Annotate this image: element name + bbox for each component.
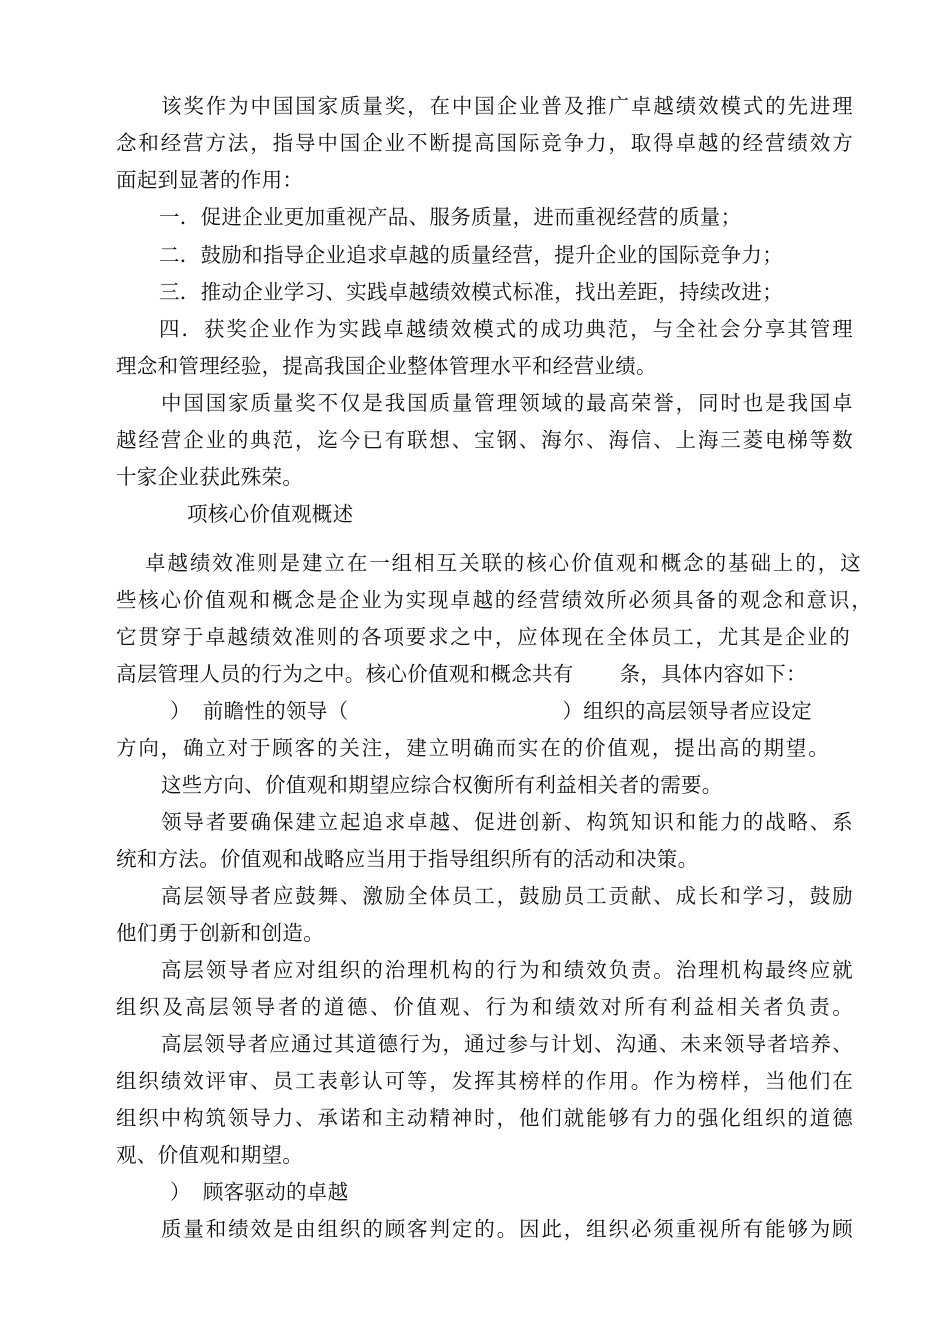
role-item-3: 三．推动企业学习、实践卓越绩效模式标准，找出差距，持续改进； xyxy=(159,280,783,304)
role-item-4-line-2: 理念和管理经验，提高我国企业整体管理水平和经营业绩。 xyxy=(116,354,657,378)
role-item-2: 二．鼓励和指导企业追求卓越的质量经营，提升企业的国际竞争力； xyxy=(159,243,783,267)
customer-paragraph: 质量和绩效是由组织的顾客判定的。因此，组织必须重视所有能够为顾 xyxy=(161,1217,853,1241)
item-1-line-2: 方向，确立对于顾客的关注，建立明确而实在的价值观，提出高的期望。 xyxy=(116,736,829,760)
section-heading: 项核心价值观概述 xyxy=(187,502,354,526)
overview-line-4-end: 条，具体内容如下： xyxy=(619,662,807,686)
item-1-line-1 xyxy=(170,694,812,728)
inspire-line-1: 高层领导者应鼓舞、激励全体员工，鼓励员工贡献、成长和学习，鼓励 xyxy=(161,884,853,908)
item-1-rest: ）组织的高层领导者应设定 xyxy=(562,699,813,723)
overview-line-2: 些核心价值观和概念是企业为实现卓越的经营绩效所必须具备的观念和意识， xyxy=(116,588,872,612)
role-item-1: 一．促进企业更加重视产品、服务质量，进而重视经营的质量； xyxy=(159,205,742,229)
item-2-title: 顾客驱动的卓越 xyxy=(202,1180,349,1204)
rolemodel-line-4: 观、价值观和期望。 xyxy=(116,1143,304,1167)
item-1-paren: ） xyxy=(170,699,191,723)
rolemodel-line-2: 组织绩效评审、员工表彰认可等，发挥其榜样的作用。作为榜样，当他们在 xyxy=(116,1069,853,1093)
item-1-title: 前瞻性的领导（ xyxy=(202,699,349,723)
overview-line-3: 它贯穿于卓越绩效准则的各项要求之中，应体现在全体员工，尤其是企业的 xyxy=(116,625,850,649)
intro-line-1: 该奖作为中国国家质量奖，在中国企业普及推广卓越绩效模式的先进理 xyxy=(161,94,853,118)
strategy-line-2: 统和方法。价值观和战略应当用于指导组织所有的活动和决策。 xyxy=(116,847,699,871)
governance-line-1: 高层领导者应对组织的治理机构的行为和绩效负责。治理机构最终应就 xyxy=(161,958,853,982)
governance-line-2: 组织及高层领导者的道德、价值观、行为和绩效对所有利益相关者负责。 xyxy=(116,995,853,1019)
intro-line-3: 面起到显著的作用： xyxy=(116,168,304,192)
balance-paragraph: 这些方向、价值观和期望应综合权衡所有利益相关者的需要。 xyxy=(161,773,723,797)
role-item-4-line-1: 四．获奖企业作为实践卓越绩效模式的成功典范，与全社会分享其管理 xyxy=(159,317,853,341)
intro-line-2: 念和经营方法，指导中国企业不断提高国际竞争力，取得卓越的经营绩效方 xyxy=(116,131,853,155)
strategy-line-1: 领导者要确保建立起追求卓越、促进创新、构筑知识和能力的战略、系 xyxy=(161,810,853,834)
honor-line-3: 十家企业获此殊荣。 xyxy=(116,465,304,489)
overview-line-4-start: 高层管理人员的行为之中。核心价值观和概念共有 xyxy=(116,662,574,686)
rolemodel-line-1: 高层领导者应通过其道德行为，通过参与计划、沟通、未来领导者培养、 xyxy=(161,1032,853,1056)
inspire-line-2: 他们勇于创新和创造。 xyxy=(116,921,324,945)
item-2-heading xyxy=(170,1175,348,1209)
honor-line-1: 中国国家质量奖不仅是我国质量管理领域的最高荣誉，同时也是我国卓 xyxy=(161,391,853,415)
rolemodel-line-3: 组织中构筑领导力、承诺和主动精神时，他们就能够有力的强化组织的道德 xyxy=(116,1106,853,1130)
item-2-paren: ） xyxy=(170,1180,191,1204)
overview-line-1: 卓越绩效准则是建立在一组相互关联的核心价值观和概念的基础上的，这 xyxy=(145,551,861,575)
overview-line-4 xyxy=(116,657,807,691)
honor-line-2: 越经营企业的典范，迄今已有联想、宝钢、海尔、海信、上海三菱电梯等数 xyxy=(116,428,853,452)
